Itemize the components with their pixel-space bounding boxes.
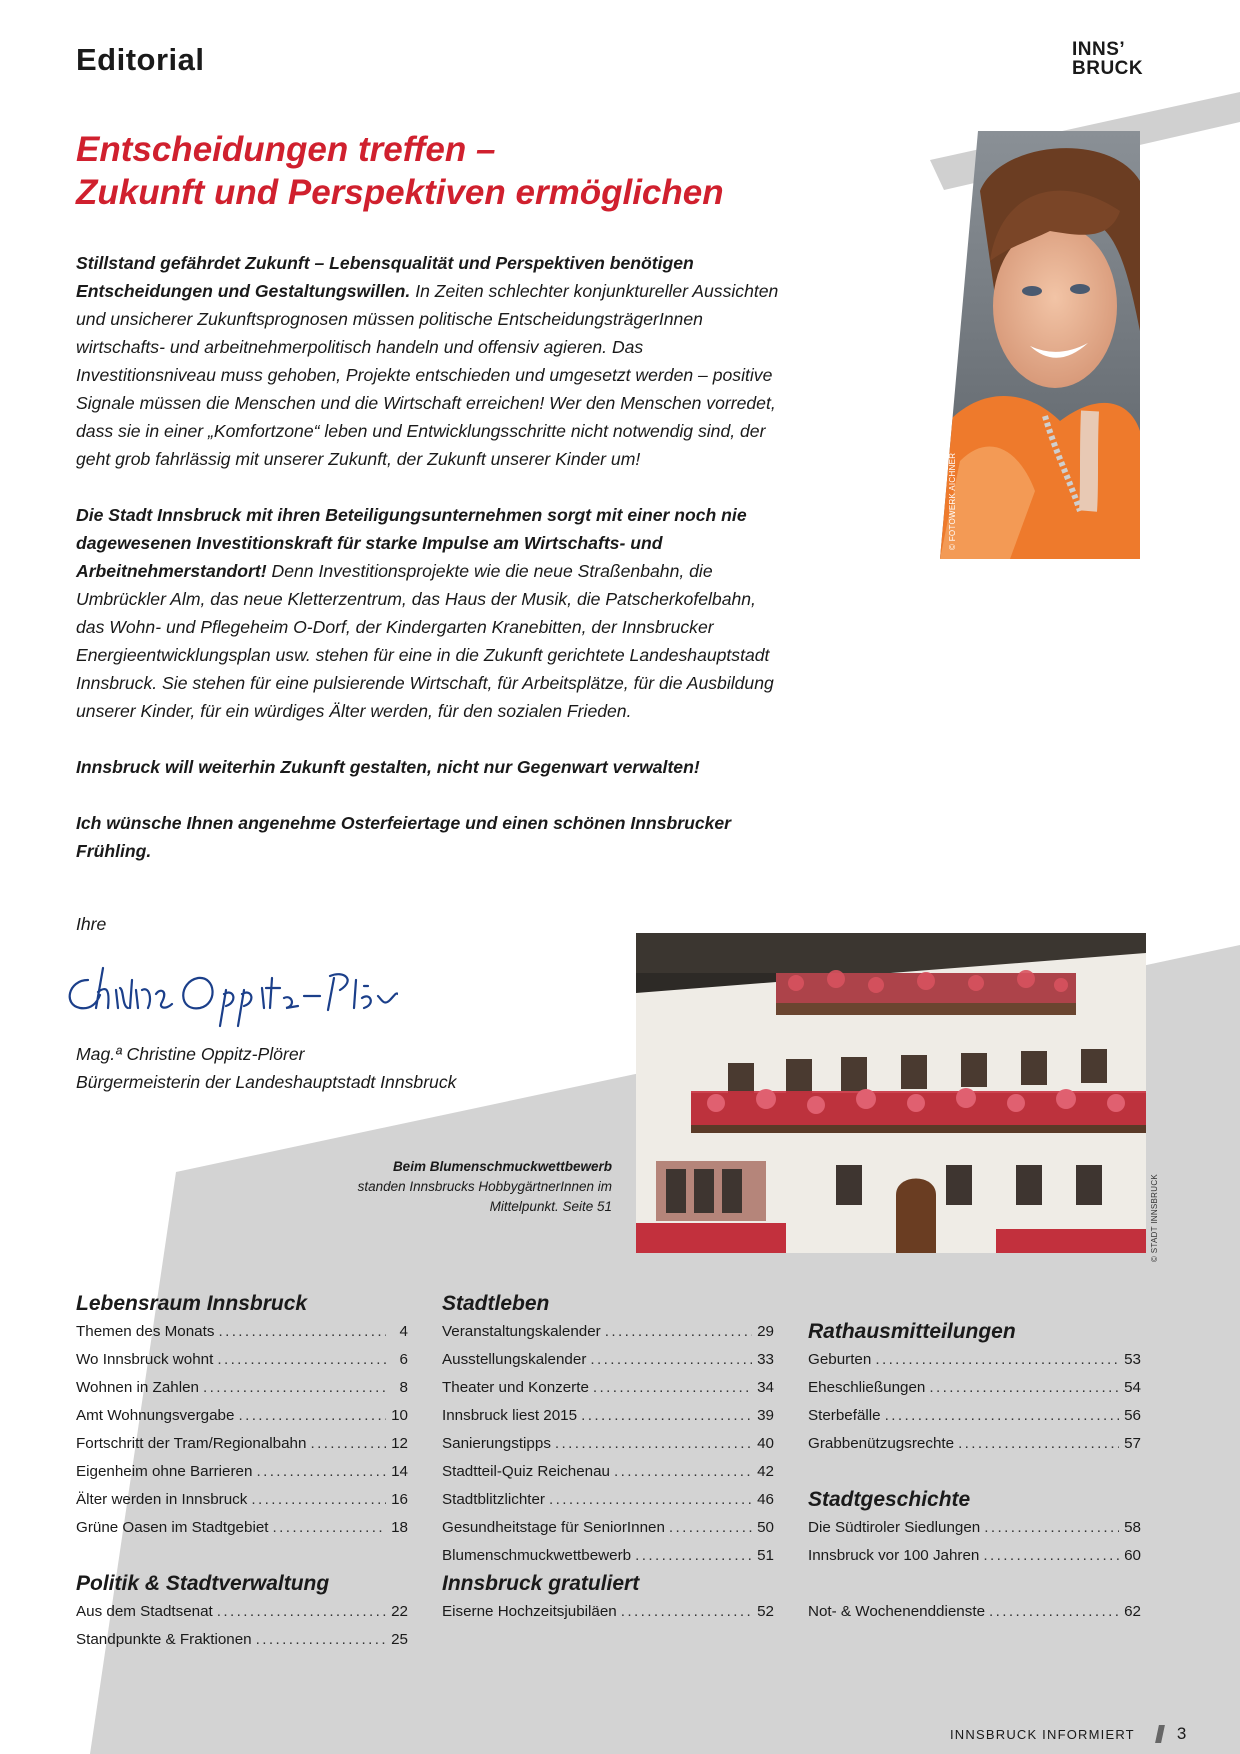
logo-line-1: INNS’ <box>1072 39 1126 60</box>
toc-column-1 <box>76 1290 408 1654</box>
toc-entry[interactable] <box>808 1430 1141 1458</box>
toc-entry[interactable] <box>808 1598 1141 1626</box>
mayor-portrait-photo <box>940 131 1140 559</box>
paragraph-4 <box>76 809 786 865</box>
toc-heading-politik: Politik & Stadtverwaltung <box>76 1572 330 1595</box>
innsbruck-logo <box>1072 40 1143 78</box>
paragraph-1-lead: Stillstand gefährdet Zukunft – Lebensqualität und Perspektiven benötigen Entscheidungen und Gestaltungswillen. <box>76 253 694 301</box>
toc-entry[interactable] <box>808 1514 1141 1542</box>
toc-entry-label: Fortschritt der Tram/Regionalbahn <box>76 1435 307 1452</box>
toc-heading-stadtleben: Stadtleben <box>442 1292 550 1315</box>
toc-entry[interactable] <box>442 1486 774 1514</box>
toc-dot-leader <box>958 1430 1119 1458</box>
toc-dot-leader <box>251 1486 386 1514</box>
toc-entry-label: Gesundheitstage für SeniorInnen <box>442 1519 665 1536</box>
toc-list <box>76 1318 408 1542</box>
photo-caption <box>336 1157 612 1217</box>
paragraph-2 <box>76 501 786 725</box>
toc-entry-page: 10 <box>391 1407 408 1424</box>
flower-house-photo <box>636 933 1146 1253</box>
toc-entry-label: Wohnen in Zahlen <box>76 1379 199 1396</box>
toc-entry[interactable] <box>76 1486 408 1514</box>
toc-entry-page: 54 <box>1124 1379 1141 1396</box>
toc-dot-leader <box>669 1514 752 1542</box>
toc-entry-label: Eigenheim ohne Barrieren <box>76 1463 253 1480</box>
toc-entry-page: 6 <box>399 1351 408 1368</box>
headline-line-2: Zukunft und Perspektiven ermöglichen <box>76 173 724 212</box>
toc-entry-label: Eheschließungen <box>808 1379 926 1396</box>
toc-heading-rathaus: Rathausmitteilungen <box>808 1320 1016 1343</box>
toc-dot-leader <box>621 1598 752 1626</box>
toc-entry-label: Wo Innsbruck wohnt <box>76 1351 214 1368</box>
toc-heading-gratuliert: Innsbruck gratuliert <box>442 1572 640 1595</box>
toc-dot-leader <box>256 1626 386 1654</box>
editorial-body <box>76 249 786 893</box>
toc-entry[interactable] <box>76 1458 408 1486</box>
toc-entry-page: 62 <box>1124 1603 1141 1620</box>
toc-entry-page: 29 <box>757 1323 774 1340</box>
toc-entry-label: Themen des Monats <box>76 1323 215 1340</box>
toc-entry-page: 42 <box>757 1463 774 1480</box>
toc-dot-leader <box>256 1458 386 1486</box>
toc-entry-page: 60 <box>1124 1547 1141 1564</box>
toc-entry[interactable] <box>442 1430 774 1458</box>
logo-line-2: BRUCK <box>1072 58 1144 79</box>
toc-entry[interactable] <box>808 1402 1141 1430</box>
toc-entry-label: Ausstellungskalender <box>442 1351 587 1368</box>
toc-dot-leader <box>310 1430 386 1458</box>
toc-dot-leader <box>203 1374 386 1402</box>
signatory-block <box>76 1040 456 1096</box>
toc-entry-label: Aus dem Stadtsenat <box>76 1603 213 1620</box>
toc-entry-label: Innsbruck liest 2015 <box>442 1407 578 1424</box>
toc-entry-page: 14 <box>391 1463 408 1480</box>
toc-dot-leader <box>984 1514 1119 1542</box>
page-number: 3 <box>1176 1724 1187 1743</box>
toc-entry-label: Geburten <box>808 1351 872 1368</box>
toc-heading-stadtgeschichte: Stadtgeschichte <box>808 1488 971 1511</box>
signatory-role: Bürgermeisterin der Landeshauptstadt Innsbruck <box>76 1072 457 1092</box>
closing-ihre: Ihre <box>76 914 107 934</box>
toc-entry[interactable] <box>76 1626 408 1654</box>
toc-dot-leader <box>885 1402 1119 1430</box>
toc-list <box>76 1598 408 1654</box>
toc-entry-page: 58 <box>1124 1519 1141 1536</box>
toc-entry-page: 34 <box>757 1379 774 1396</box>
toc-entry-label: Grabbenützugsrechte <box>808 1435 955 1452</box>
toc-entry-label: Blumenschmuckwettbewerb <box>442 1547 632 1564</box>
toc-entry[interactable] <box>442 1318 774 1346</box>
toc-entry-page: 51 <box>757 1547 774 1564</box>
toc-dot-leader <box>929 1374 1119 1402</box>
toc-entry-label: Amt Wohnungsvergabe <box>76 1407 235 1424</box>
toc-dot-leader <box>614 1458 752 1486</box>
toc-entry-label: Sanierungstipps <box>442 1435 551 1452</box>
paragraph-2-text: Denn Investitionsprojekte wie die neue Straßenbahn, die Umbrückler Alm, das neue Kletterzentrum, das Haus der Musik, die Patscherkofelbahn, das Wohn- und Pflegeheim O-Dorf, der Kindergarten Kranebitten, der Innsbrucker Energieentwicklungsplan usw. stehen für eine in die Zukunft gerichtete Landeshauptstadt Innsbruck. Sie stehen für eine pulsierende Wirtschaft, für Arbeitsplätze, für die Ausbildung unserer Kinder, für ein würdiges Älter werden, für den sozialen Frieden. <box>76 561 774 721</box>
toc-list <box>808 1598 1141 1626</box>
handwritten-signature <box>58 950 398 1030</box>
toc-entry-page: 8 <box>399 1379 408 1396</box>
toc-entry[interactable] <box>76 1430 408 1458</box>
portrait-photo-credit: © FOTOWERK AICHNER <box>948 452 957 550</box>
paragraph-2-lead: Die Stadt Innsbruck mit ihren Beteiligungsunternehmen sorgt mit einer noch nie dagewesenen Investitionskraft für starke Impulse am Wirtschafts- und Arbeitnehmerstandort! <box>76 505 747 581</box>
toc-entry-page: 12 <box>391 1435 408 1452</box>
toc-entry[interactable] <box>442 1374 774 1402</box>
toc-entry[interactable] <box>442 1346 774 1374</box>
toc-dot-leader <box>989 1598 1119 1626</box>
toc-entry-label: Stadtblitzlichter <box>442 1491 545 1508</box>
toc-heading-lebensraum: Lebensraum Innsbruck <box>76 1292 308 1315</box>
signatory-name: Mag.ª Christine Oppitz-Plörer <box>76 1044 305 1064</box>
toc-entry-label: Die Südtiroler Siedlungen <box>808 1519 981 1536</box>
publication-name: INNSBRUCK INFORMIERT <box>950 1726 1135 1742</box>
toc-entry[interactable] <box>442 1598 774 1626</box>
toc-entry[interactable] <box>76 1318 408 1346</box>
footer-slash-mark <box>1155 1725 1165 1743</box>
toc-dot-leader <box>605 1318 752 1346</box>
toc-list <box>808 1514 1141 1570</box>
toc-dot-leader <box>983 1542 1119 1570</box>
toc-entry[interactable] <box>76 1374 408 1402</box>
toc-entry-page: 56 <box>1124 1407 1141 1424</box>
toc-entry[interactable] <box>442 1514 774 1542</box>
paragraph-1 <box>76 249 786 473</box>
toc-dot-leader <box>593 1374 752 1402</box>
toc-entry-label: Standpunkte & Fraktionen <box>76 1631 252 1648</box>
toc-entry-page: 18 <box>391 1519 408 1536</box>
house-photo-credit: © STADT INNSBRUCK <box>1150 1173 1159 1262</box>
caption-text: standen Innsbrucks HobbygärtnerInnen im Mittelpunkt. Seite 51 <box>357 1179 612 1214</box>
toc-entry-label: Grüne Oasen im Stadtgebiet <box>76 1519 269 1536</box>
toc-entry[interactable] <box>808 1346 1141 1374</box>
toc-dot-leader <box>238 1402 386 1430</box>
toc-entry[interactable] <box>442 1402 774 1430</box>
toc-entry[interactable] <box>76 1346 408 1374</box>
toc-entry-page: 53 <box>1124 1351 1141 1368</box>
toc-entry-label: Innsbruck vor 100 Jahren <box>808 1547 980 1564</box>
toc-list <box>808 1346 1141 1458</box>
toc-entry-page: 50 <box>757 1519 774 1536</box>
toc-dot-leader <box>217 1346 386 1374</box>
caption-lead: Beim Blumenschmuckwettbewerb <box>392 1159 612 1174</box>
section-title: Editorial <box>76 42 205 77</box>
toc-entry-page: 4 <box>399 1323 408 1340</box>
paragraph-3-lead: Innsbruck will weiterhin Zukunft gestalten, nicht nur Gegenwart verwalten! <box>76 757 700 777</box>
toc-dot-leader <box>272 1514 386 1542</box>
toc-entry-page: 46 <box>757 1491 774 1508</box>
toc-entry[interactable] <box>76 1402 408 1430</box>
page-footer <box>950 1724 1186 1744</box>
toc-entry-label: Not- & Wochenenddienste <box>808 1603 986 1620</box>
toc-entry[interactable] <box>442 1458 774 1486</box>
toc-column-2 <box>442 1290 774 1626</box>
toc-entry-page: 40 <box>757 1435 774 1452</box>
toc-dot-leader <box>555 1430 752 1458</box>
paragraph-3 <box>76 753 786 781</box>
toc-entry-page: 25 <box>391 1631 408 1648</box>
toc-dot-leader <box>581 1402 752 1430</box>
toc-entry-page: 39 <box>757 1407 774 1424</box>
toc-entry-label: Eiserne Hochzeitsjubiläen <box>442 1603 617 1620</box>
toc-entry-label: Theater und Konzerte <box>442 1379 589 1396</box>
toc-list <box>442 1598 774 1626</box>
toc-entry[interactable] <box>442 1542 774 1570</box>
toc-entry-page: 52 <box>757 1603 774 1620</box>
toc-entry-label: Älter werden in Innsbruck <box>76 1491 248 1508</box>
toc-entry[interactable] <box>808 1542 1141 1570</box>
toc-list <box>442 1318 774 1570</box>
toc-entry-label: Stadtteil-Quiz Reichenau <box>442 1463 610 1480</box>
toc-entry-page: 16 <box>391 1491 408 1508</box>
toc-entry[interactable] <box>76 1514 408 1542</box>
toc-entry-page: 22 <box>391 1603 408 1620</box>
toc-entry-page: 57 <box>1124 1435 1141 1452</box>
headline <box>76 128 836 214</box>
toc-entry[interactable] <box>76 1598 408 1626</box>
paragraph-4-lead: Ich wünsche Ihnen angenehme Osterfeiertage und einen schönen Innsbrucker Frühling. <box>76 813 732 861</box>
toc-dot-leader <box>218 1318 386 1346</box>
toc-dot-leader <box>549 1486 752 1514</box>
toc-column-3 <box>808 1318 1141 1626</box>
toc-dot-leader <box>590 1346 752 1374</box>
headline-line-1: Entscheidungen treffen – <box>76 130 496 169</box>
toc-entry[interactable] <box>808 1374 1141 1402</box>
toc-entry-label: Veranstaltungskalender <box>442 1323 601 1340</box>
toc-dot-leader <box>217 1598 386 1626</box>
toc-dot-leader <box>875 1346 1119 1374</box>
toc-dot-leader <box>635 1542 752 1570</box>
toc-entry-label: Sterbefälle <box>808 1407 881 1424</box>
toc-entry-page: 33 <box>757 1351 774 1368</box>
paragraph-1-text: In Zeiten schlechter konjunktureller Aussichten und unsicherer Zukunftsprognosen müssen politische EntscheidungsträgerInnen wirtschafts- und arbeitnehmerpolitisch handeln und offensiv agieren. Das Investitionsniveau muss gehoben, Projekte entschieden und umgesetzt werden – positive Signale müssen die Menschen und die Wirtschaft erreichen! Wer den Menschen vorredet, dass sie in einer „Komfortzone“ leben und Entwicklungsschritte nicht notwendig sind, der geht grob fahrlässig mit unserer Zukunft, der Zukunft unserer Kinder um! <box>76 281 779 469</box>
